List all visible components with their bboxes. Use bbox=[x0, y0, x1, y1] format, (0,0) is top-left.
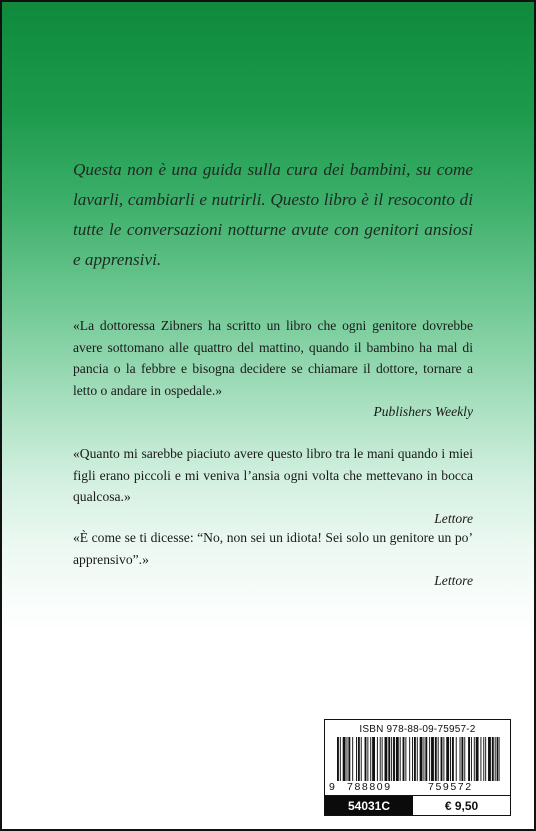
barcode-digits bbox=[329, 781, 509, 794]
isbn-label: ISBN 978-88-09-75957-2 bbox=[359, 724, 476, 735]
barcode-digit-group-left: 788809 bbox=[347, 781, 392, 793]
edition-code: 54031C bbox=[325, 796, 413, 815]
barcode-icon bbox=[337, 737, 500, 781]
review-quote bbox=[73, 315, 473, 423]
price-row bbox=[325, 795, 510, 815]
intro-paragraph: Questa non è una guida sulla cura dei bambini, su come lavarli, cambiarli e nutrirli. Questo libro è il resoconto di tutte le conversazioni notturne avute con genitori ansiosi e apprensivi. bbox=[73, 160, 473, 269]
quote-text: «Quanto mi sarebbe piaciuto avere questo libro tra le mani quando i miei figli erano piccoli e mi veniva l’ansia ogni volta che mettevano in bocca qualcosa.» bbox=[73, 446, 473, 504]
quote-source: Lettore bbox=[434, 573, 473, 588]
quote-text: «La dottoressa Zibners ha scritto un libro che ogni genitore dovrebbe avere sottomano alle quattro del mattino, quando il bambino ha mal di pancia o la febbre e bisogna decidere se chiamare il dottore, tornare a letto o andare in ospedale.» bbox=[73, 318, 473, 398]
review-quote bbox=[73, 443, 473, 529]
barcode-box bbox=[324, 719, 511, 816]
quote-text: «È come se ti dicesse: “No, non sei un idiota! Sei solo un genitore un po’ apprensivo”.» bbox=[73, 530, 473, 567]
barcode-digit-first: 9 bbox=[329, 781, 335, 793]
review-quote bbox=[73, 527, 473, 592]
quote-source: Publishers Weekly bbox=[373, 404, 473, 419]
barcode-digit-group-right: 759572 bbox=[428, 781, 473, 793]
price-label: € 9,50 bbox=[444, 798, 479, 813]
quote-source: Lettore bbox=[434, 510, 473, 526]
